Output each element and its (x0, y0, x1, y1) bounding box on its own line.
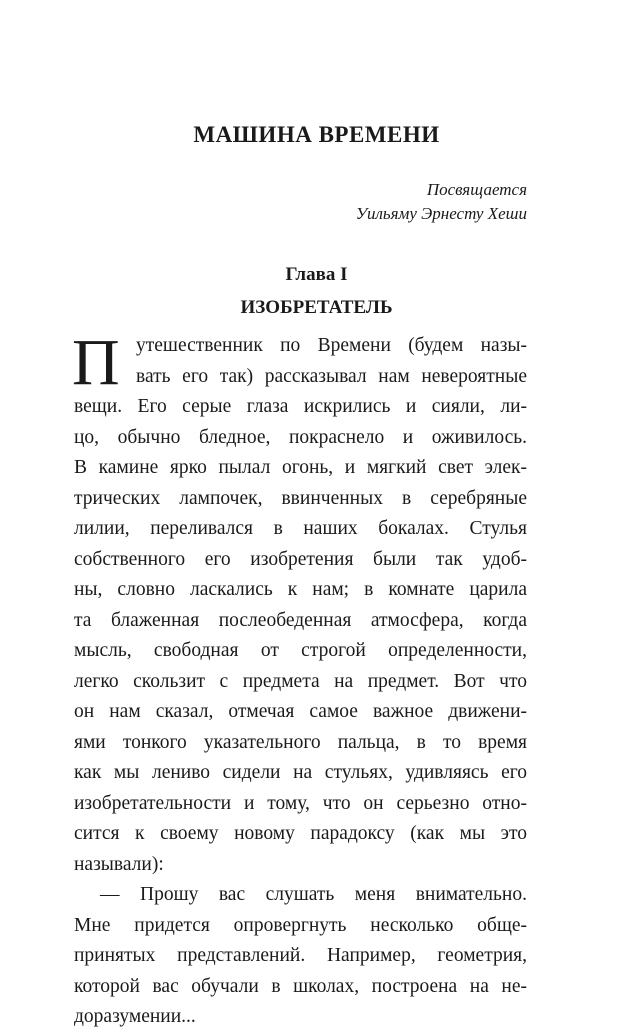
text-line: изобретательности и тому, что он серьезно отно- (74, 792, 527, 814)
text-line: ны, словно ласкались к нам; в комнате царила (74, 579, 527, 600)
text-line: вать его так) рассказывал нам невероятные (136, 365, 527, 387)
dedication-line: Уильяму Эрнесту Хеши (355, 204, 527, 223)
text-line: мысль, свободная от строгой определенности, (74, 640, 527, 661)
text-line: В камине ярко пылал огонь, и мягкий свет элек- (74, 457, 527, 478)
text-line: Мне придется опровергнуть несколько обще- (74, 914, 527, 936)
book-title: МАШИНА ВРЕМЕНИ (193, 122, 440, 147)
body-text (72, 326, 527, 1033)
text-line: как мы лениво сидели на стульях, удивляясь его (74, 762, 527, 783)
drop-cap: П (72, 326, 120, 399)
text-line: лилии, переливался в наших бокалах. Стулья (74, 518, 527, 539)
text-line: утешественник по Времени (будем назы- (136, 335, 527, 356)
text-line: цо, обычно бледное, покраснело и оживилось. (74, 426, 527, 448)
text-line: он нам сказал, отмечая самое важное движени- (74, 701, 527, 722)
text-line: ями тонкого указательного пальца, в то время (74, 731, 527, 753)
text-line: вещи. Его серые глаза искрились и сияли, ли- (74, 396, 527, 417)
text-line: называли): (74, 853, 164, 875)
text-line: принятых представлений. Например, геометрия, (74, 945, 527, 966)
text-line: трических лампочек, ввинченных в серебряные (74, 487, 527, 509)
dedication-line: Посвящается (426, 180, 527, 199)
text-line: легко скользит с предмета на предмет. Вот что (74, 670, 527, 692)
text-line: та блаженная послеобеденная атмосфера, когда (74, 609, 527, 631)
text-line: доразумении... (74, 1006, 196, 1027)
chapter-number: Глава I (285, 264, 348, 285)
chapter-title: ИЗОБРЕТАТЕЛЬ (240, 297, 393, 318)
dedication (356, 178, 527, 226)
text-line: — Прошу вас слушать меня внимательно. (100, 884, 527, 905)
text-line: сится к своему новому парадоксу (как мы это (74, 823, 527, 844)
text-line: которой вас обучали в школах, построена на не- (74, 975, 527, 997)
text-line: собственного его изобретения были так удоб- (74, 548, 527, 570)
